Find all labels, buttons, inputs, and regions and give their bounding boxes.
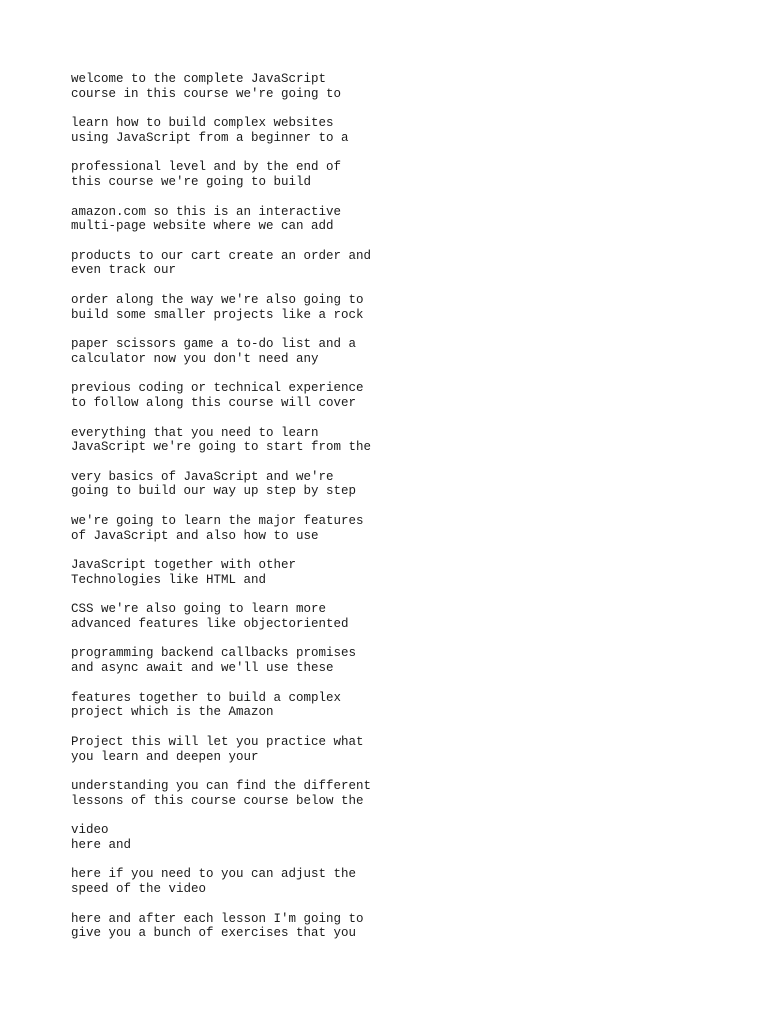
transcript-paragraph	[71, 337, 711, 381]
transcript-line: JavaScript we're going to start from the	[71, 440, 372, 455]
transcript-paragraph	[71, 160, 711, 204]
transcript-paragraph	[71, 912, 711, 956]
transcript-paragraph	[71, 735, 711, 779]
transcript-paragraph	[71, 470, 711, 514]
transcript-paragraph	[71, 823, 711, 867]
transcript-paragraph	[71, 72, 711, 116]
transcript-line: previous coding or technical experience	[71, 381, 364, 396]
transcript-line: professional level and by the end of	[71, 160, 342, 175]
transcript-paragraph	[71, 691, 711, 735]
transcript-line: course in this course we're going to	[71, 86, 342, 101]
transcript-line: multi-page website where we can add	[71, 219, 334, 234]
transcript-paragraph	[71, 558, 711, 602]
transcript-paragraph	[71, 602, 711, 646]
transcript-paragraph	[71, 116, 711, 160]
transcript-line: calculator now you don't need any	[71, 351, 319, 366]
transcript-line: lessons of this course course below the	[71, 793, 364, 808]
transcript-paragraph	[71, 646, 711, 690]
transcript-line: you learn and deepen your	[71, 749, 259, 764]
transcript-line: amazon.com so this is an interactive	[71, 204, 342, 219]
transcript-line: to follow along this course will cover	[71, 396, 357, 411]
transcript-line: Project this will let you practice what	[71, 734, 364, 749]
transcript-paragraph	[71, 381, 711, 425]
transcript-line: using JavaScript from a beginner to a	[71, 130, 349, 145]
transcript-line: very basics of JavaScript and we're	[71, 469, 334, 484]
transcript-line: here and after each lesson I'm going to	[71, 911, 364, 926]
transcript-line: of JavaScript and also how to use	[71, 528, 319, 543]
transcript-line: understanding you can find the different	[71, 779, 372, 793]
transcript-text	[71, 72, 711, 956]
transcript-line: even track our	[71, 263, 177, 278]
transcript-line: welcome to the complete JavaScript	[71, 72, 327, 86]
transcript-paragraph	[71, 426, 711, 470]
transcript-line: JavaScript together with other	[71, 558, 297, 573]
transcript-line: learn how to build complex websites	[71, 116, 334, 131]
transcript-line: programming backend callbacks promises	[71, 646, 357, 661]
transcript-line: we're going to learn the major features	[71, 513, 364, 528]
transcript-line: this course we're going to build	[71, 175, 312, 190]
transcript-line: features together to build a complex	[71, 690, 342, 705]
transcript-line: here if you need to you can adjust the	[71, 867, 357, 882]
transcript-line: CSS we're also going to learn more	[71, 602, 327, 617]
transcript-line: build some smaller projects like a rock	[71, 307, 364, 322]
transcript-line: going to build our way up step by step	[71, 484, 357, 499]
transcript-line: products to our cart create an order and	[71, 248, 372, 263]
transcript-line: give you a bunch of exercises that you	[71, 926, 357, 941]
transcript-paragraph	[71, 205, 711, 249]
transcript-paragraph	[71, 779, 711, 823]
transcript-line: Technologies like HTML and	[71, 572, 267, 587]
transcript-line: project which is the Amazon	[71, 705, 274, 720]
transcript-paragraph	[71, 293, 711, 337]
transcript-line: order along the way we're also going to	[71, 292, 364, 307]
transcript-paragraph	[71, 249, 711, 293]
transcript-paragraph	[71, 867, 711, 911]
transcript-paragraph	[71, 514, 711, 558]
transcript-line: paper scissors game a to-do list and a	[71, 337, 357, 352]
transcript-line: speed of the video	[71, 882, 207, 897]
transcript-line: advanced features like objectoriented	[71, 616, 349, 631]
transcript-line: and async await and we'll use these	[71, 661, 334, 676]
transcript-line: video	[71, 823, 109, 838]
transcript-line: everything that you need to learn	[71, 425, 319, 440]
transcript-line: here and	[71, 837, 132, 852]
